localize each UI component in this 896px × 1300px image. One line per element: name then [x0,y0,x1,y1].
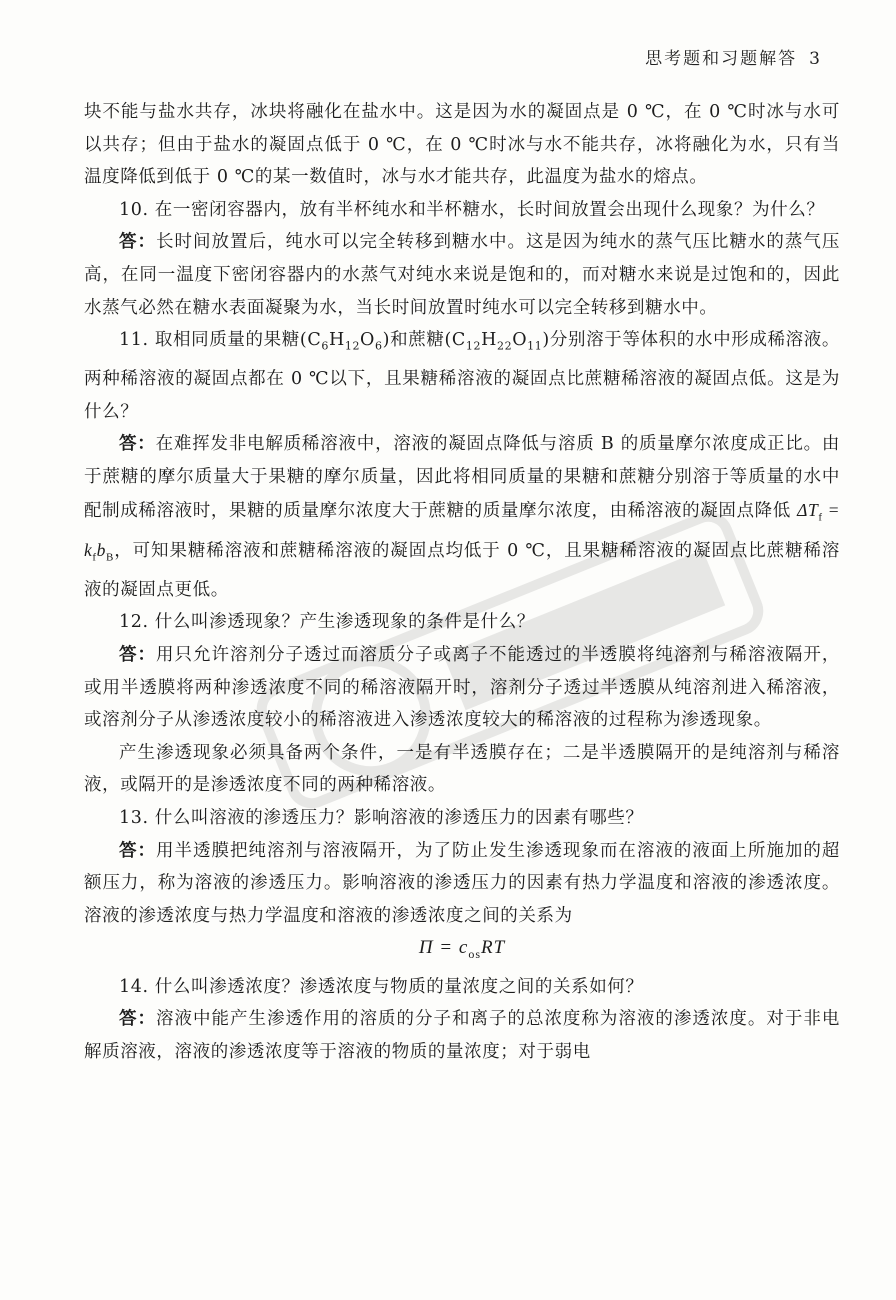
answer-10 [84,226,840,324]
answer-12-continued: 产生渗透现象必须具备两个条件，一是有半透膜存在；二是半透膜隔开的是纯溶剂与稀溶液，或隔开的是渗透浓度不同的两种稀溶液。 [84,742,840,796]
answer-12-text: 用只允许溶剂分子透过而溶质分子或离子不能透过的半透膜将纯溶剂与稀溶液隔开，或用半透膜将两种渗透浓度不同的稀溶液隔开时，溶剂分子透过半透膜从纯溶剂进入稀溶液，或溶剂分子从渗透浓度较小的稀溶液进入渗透浓度较大的稀溶液的过程称为渗透现象。 [84,645,840,731]
question-14: 14. 什么叫渗透浓度？渗透浓度与物质的量浓度之间的关系如何？ [119,976,644,997]
q11-text-7: )分别溶于等体积的水中形成稀溶液。两种稀溶液的凝固点都在 0 ℃以下，且果糖稀溶液的凝固点比蔗糖稀溶液的凝固点低。这是为什么？ [84,330,840,422]
formula-b: b [96,539,106,560]
header-title: 思考题和习题解答 [645,49,798,69]
page-body [84,96,840,1069]
q11-sub-4: 12 [465,339,482,353]
formula-sub-os: os [468,947,481,962]
q11-text-3: O [360,330,375,351]
q11-sub-5: 22 [497,339,513,353]
running-header [645,44,820,69]
answer-label: 答： [119,645,156,665]
answer-11-text-2: ，可知果糖稀溶液和蔗糖稀溶液的凝固点均低于 0 ℃，且果糖稀溶液的凝固点比蔗糖稀溶液的凝固点更低。 [84,540,840,600]
formula-rt: RT [480,937,506,959]
answer-12 [84,639,840,737]
answer-label: 答： [119,434,156,455]
q11-text-6: O [512,330,528,351]
q11-sub-2: 12 [344,339,361,353]
answer-11-text-1: 在难挥发非电解质稀溶液中，溶液的凝固点降低与溶质 B 的质量摩尔浓度成正比。由于蔗糖的摩尔质量大于果糖的摩尔质量，因此将相同质量的果糖和蔗糖分别溶于等质量的水中配制成稀溶液时，果糖的质量摩尔浓度大于蔗糖的质量摩尔浓度，由稀溶液的凝固点降低 [84,434,841,521]
formula-sub-f2: f [92,551,97,564]
formula-sub-b: B [106,551,114,564]
q11-text-4: )和蔗糖(C [382,330,466,351]
paragraph-continuation: 块不能与盐水共存，冰块将融化在盐水中。这是因为水的凝固点是 0 ℃，在 0 ℃时冰与水可以共存；但由于盐水的凝固点低于 0 ℃，在 0 ℃时冰与水不能共存，冰将融化为水，只有当温度降低到低于 0 ℃的某一数值时，冰与水才能共存，此温度为盐水的熔点。 [84,102,840,188]
formula-delta-t: ΔT [797,499,819,520]
answer-10-text: 长时间放置后，纯水可以完全转移到糖水中。这是因为纯水的蒸气压比糖水的蒸气压高，在同一温度下密闭容器内的水蒸气对纯水来说是饱和的，而对糖水来说是过饱和的，因此水蒸气必然在糖水表面凝聚为水，当长时间放置时纯水可以完全转移到糖水中。 [84,232,840,318]
answer-label: 答： [119,1009,156,1030]
q11-sub-3: 6 [375,339,383,353]
formula-pi: Π [418,937,434,959]
answer-13 [84,835,840,933]
q11-sub-1: 6 [321,339,329,353]
question-11 [84,324,840,428]
q11-text-1: 11. 取相同质量的果糖(C [119,330,322,351]
page-number: 3 [809,49,820,69]
answer-label: 答： [119,840,156,861]
answer-13-text: 用半透膜把纯溶剂与溶液隔开，为了防止发生渗透现象而在溶液的液面上所施加的超额压力，称为溶液的渗透压力。影响溶液的渗透压力的因素有热力学温度和溶液的渗透浓度。溶液的渗透浓度与热力学温度和溶液的渗透浓度之间的关系为 [84,840,840,926]
answer-14 [84,1003,840,1068]
q11-text-2: H [328,330,345,351]
formula-sub-f1: f [818,511,823,524]
question-10: 10. 在一密闭容器内，放有半杯纯水和半杯糖水，长时间放置会出现什么现象？为什么？ [119,199,825,220]
q11-sub-6: 11 [527,339,543,353]
question-12: 12. 什么叫渗透现象？产生渗透现象的条件是什么？ [119,612,535,633]
answer-14-text: 溶液中能产生渗透作用的溶质的分子和离子的总浓度称为溶液的渗透浓度。对于非电解质溶液，溶液的渗透浓度等于溶液的物质的量浓度；对于弱电 [84,1009,840,1062]
formula-c: = c [433,937,469,959]
question-13: 13. 什么叫溶液的渗透压力？影响溶液的渗透压力的因素有哪些？ [119,807,644,828]
answer-11 [84,428,840,606]
answer-label: 答： [119,232,156,253]
q11-text-5: H [481,330,497,351]
formula-kf: = k [84,499,841,560]
osmotic-pressure-formula [84,932,840,970]
